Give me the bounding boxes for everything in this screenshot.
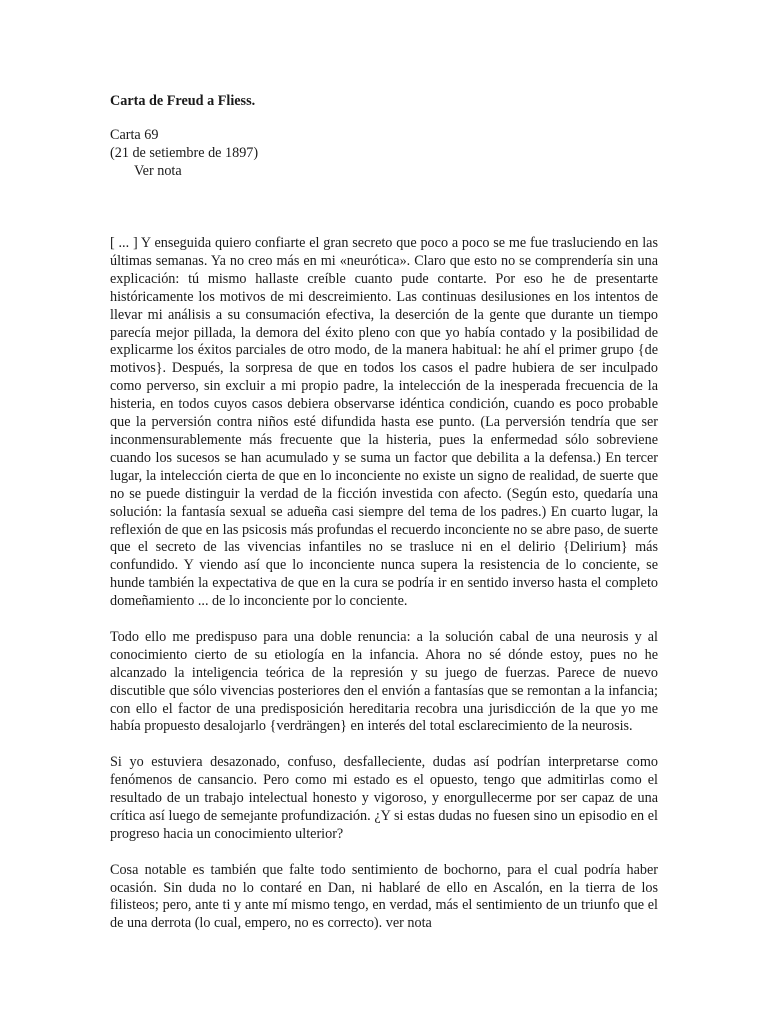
paragraph: Todo ello me predispuso para una doble renuncia: a la solución cabal de una neurosis y al conocimiento cierto de su etiología en la infancia. Ahora no sé dónde estoy, pues no he alcanzado la inteligencia teórica de la represión y su juego de fuerzas. Parece de nuevo discutible que sólo vivencias posteriores den el envión a fantasías que se remontan a la infancia; con ello el factor de una predisposición hereditaria recobra una jurisdicción de la que yo me había propuesto desalojarlo {verdrängen} en interés del total esclarecimiento de la neurosis. <box>110 628 658 735</box>
paragraph: Si yo estuviera desazonado, confuso, desfalleciente, dudas así podrían interpretarse como fenómenos de cansancio. Pero como mi estado es el opuesto, tengo que admitirlas como el resultado de un trabajo intelectual honesto y vigoroso, y enorgullecerme por ser capaz de una crítica así luego de semejante profundización. ¿Y si estas dudas no fuesen sino un episodio en el progreso hacia un conocimiento ulterior? <box>110 754 658 842</box>
note-link[interactable]: Ver nota <box>134 162 182 179</box>
letter-header <box>110 127 258 181</box>
letter-date: (21 de setiembre de 1897) <box>110 144 259 161</box>
letter-number: Carta 69 <box>110 127 159 143</box>
paragraph: Cosa notable es también que falte todo sentimiento de bochorno, para el cual podría haber ocasión. Sin duda no lo contaré en Dan, ni hablaré de ello en Ascalón, en la tierra de los filisteos; pero, ante ti y ante mí mismo tengo, en verdad, más el sentimiento de un triunfo que el de una derrota (lo cual, empero, no es correcto). ver nota <box>110 861 658 932</box>
letter-body <box>110 235 658 951</box>
paragraph: [ ... ] Y enseguida quiero confiarte el gran secreto que poco a poco se me fue trasluciendo en las últimas semanas. Ya no creo más en mi «neurótica». Claro que esto no se comprendería sin una explicación: tú mismo hallaste creíble cuanto pude contarte. Por eso he de presentarte históricamente los motivos de mi descreimiento. Las continuas desilusiones en los intentos de llevar mi análisis a su consumación efectiva, la deserción de la gente que durante un tiempo parecía mejor pillada, la demora del éxito pleno con que yo había contado y la posibilidad de explicarme los éxitos parciales de otro modo, de la manera habitual: he ahí el primer grupo {de motivos}. Después, la sorpresa de que en todos los casos el padre hubiera de ser inculpado como perverso, sin excluir a mi propio padre, la intelección de la inesperada frecuencia de la histeria, en todos cuyos casos debiera observarse idéntica condición, cuando es poco probable que la perversión contra niños esté difundida hasta ese punto. (La perversión tendría que ser inconmensurablemente más frecuente que la histeria, pues la enfermedad sólo sobreviene cuando los sucesos se han acumulado y se suma un factor que debilita a la defensa.) En tercer lugar, la intelección cierta de que en lo inconciente no existe un signo de realidad, de suerte que no se puede distinguir la verdad de la ficción investida con afecto. (Según esto, quedaría una solución: la fantasía sexual se adueña casi siempre del tema de los padres.) En cuarto lugar, la reflexión de que en las psicosis más profundas el recuerdo inconciente no se abre paso, de suerte que el secreto de las vivencias infantiles no se trasluce ni en el delirio {Delirium} más confundido. Y viendo así que lo inconciente nunca supera la resistencia de lo conciente, se hunde también la expectativa de que en la cura se podría ir en sentido inverso hasta el completo domeñamiento ... de lo inconciente por lo conciente. <box>110 235 658 610</box>
document-title: Carta de Freud a Fliess. <box>110 93 256 109</box>
